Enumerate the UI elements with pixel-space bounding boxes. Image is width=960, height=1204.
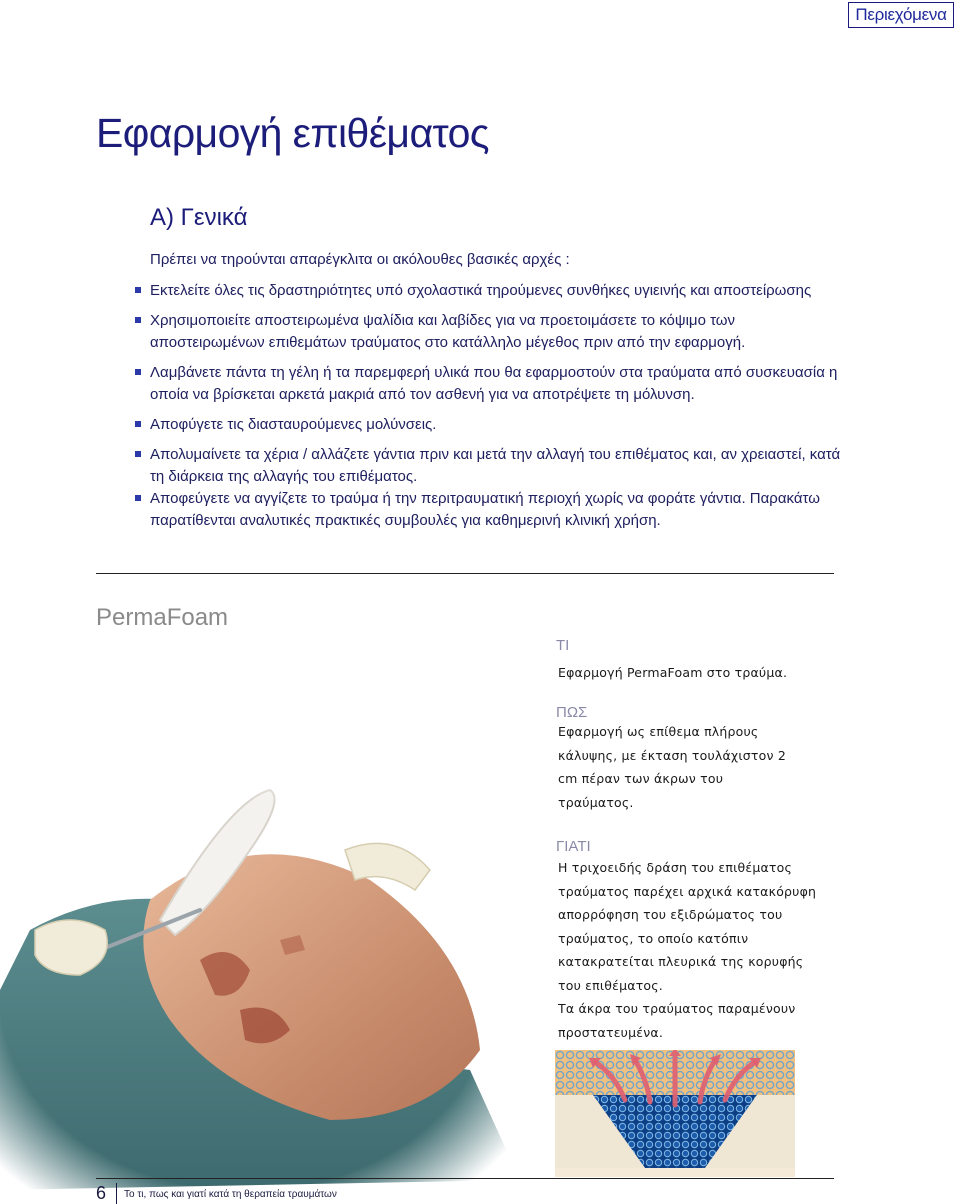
contents-button[interactable]: Περιεχόμενα [848, 2, 954, 28]
bullet-square-icon [135, 369, 141, 375]
list-item-text: Λαμβάνετε πάντα τη γέλη ή τα παρεμφερή υλικά που θα εφαρμοστούν στα τραύματα από συσκευασία η οποία να βρίσκεται αρκετά μακριά από τον ασθενή για να αποτρέψετε τη μόλυνση. [150, 364, 838, 403]
how-line: κάλυψης, με έκταση τουλάχιστον 2 [558, 747, 786, 763]
list-item-text: Αποφεύγετε να αγγίζετε το τραύμα ή την περιτραυματική περιοχή χωρίς να φοράτε γάντια. Παρακάτω παρατίθενται αναλυτικές πρακτικές συμβουλές για καθημερινή κλινική χρήση. [150, 490, 820, 529]
list-item [150, 444, 850, 488]
footer-text: Το τι, πως και γιατί κατά τη θεραπεία τραυμάτων [124, 1189, 337, 1200]
what-text: Εφαρμογή PermaFoam στο τραύμα. [558, 665, 788, 680]
list-item [150, 280, 850, 302]
why-line: απορρόφηση του εξιδρώματος του [558, 907, 783, 922]
why-line: κατακρατείται πλευρικά της κορυφής [558, 954, 804, 969]
why-text [558, 856, 816, 1044]
bullet-square-icon [135, 317, 141, 323]
list-item [150, 310, 850, 354]
how-text [558, 720, 786, 814]
product-name: PermaFoam [96, 604, 229, 631]
capillary-action-diagram [555, 1050, 795, 1177]
footer-divider [96, 1178, 834, 1179]
why-line: του επιθέματος. [558, 977, 663, 993]
section-divider [96, 573, 834, 574]
page-number: 6 [96, 1183, 107, 1203]
how-line: τραύματος. [558, 794, 634, 810]
why-line: τραύματος, το οποίο κατόπιν [558, 930, 749, 946]
list-item-text: Αποφύγετε τις διασταυρούμενες μολύνσεις. [150, 416, 437, 433]
bullet-square-icon [135, 451, 141, 457]
dressing-application-photo [0, 760, 545, 1190]
bullet-square-icon [135, 495, 141, 501]
list-item [150, 362, 850, 406]
why-heading: ΓΙΑΤΙ [556, 838, 591, 855]
list-item-text: Εκτελείτε όλες τις δραστηριότητες υπό σχολαστικά τηρούμενες συνθήκες υγιεινής και αποστείρωσης [150, 282, 812, 299]
list-item [150, 488, 850, 532]
why-line: Η τριχοειδής δράση του επιθέματος [558, 860, 793, 875]
why-line: τραύματος παρέχει αρχικά κατακόρυφη [558, 883, 817, 899]
page-number-separator [116, 1183, 117, 1204]
how-line: Εφαρμογή ως επίθεμα πλήρους [558, 724, 759, 739]
how-heading: ΠΩΣ [556, 704, 588, 721]
list-item-text: Χρησιμοποιείτε αποστειρωμένα ψαλίδια και λαβίδες για να προετοιμάσετε το κόψιμο των αποστειρωμένων επιθεμάτων τραύματος στο κατάλληλο μέγεθος πριν από την εφαρμογή. [150, 312, 746, 351]
list-item [150, 414, 850, 436]
why-line: Τα άκρα του τραύματος παραμένουν [558, 1001, 796, 1016]
what-heading: ΤΙ [556, 637, 570, 654]
why-line: προστατευμένα. [558, 1024, 664, 1040]
list-item-text: Απολυμαίνετε τα χέρια / αλλάζετε γάντια πριν και μετά την αλλαγή του επιθέματος και, αν χρειαστεί, κατά τη διάρκεια της αλλαγής του επιθέματος. [150, 446, 841, 485]
intro-text: Πρέπει να τηρούνται απαρέγκλιτα οι ακόλουθες βασικές αρχές : [150, 251, 570, 268]
page-title: Εφαρμογή επιθέματος [96, 110, 489, 156]
section-subtitle: Α) Γενικά [150, 204, 248, 231]
bullet-square-icon [135, 287, 141, 293]
how-line: cm πέραν των άκρων του [558, 771, 724, 786]
principles-list [150, 280, 850, 540]
bullet-square-icon [135, 421, 141, 427]
